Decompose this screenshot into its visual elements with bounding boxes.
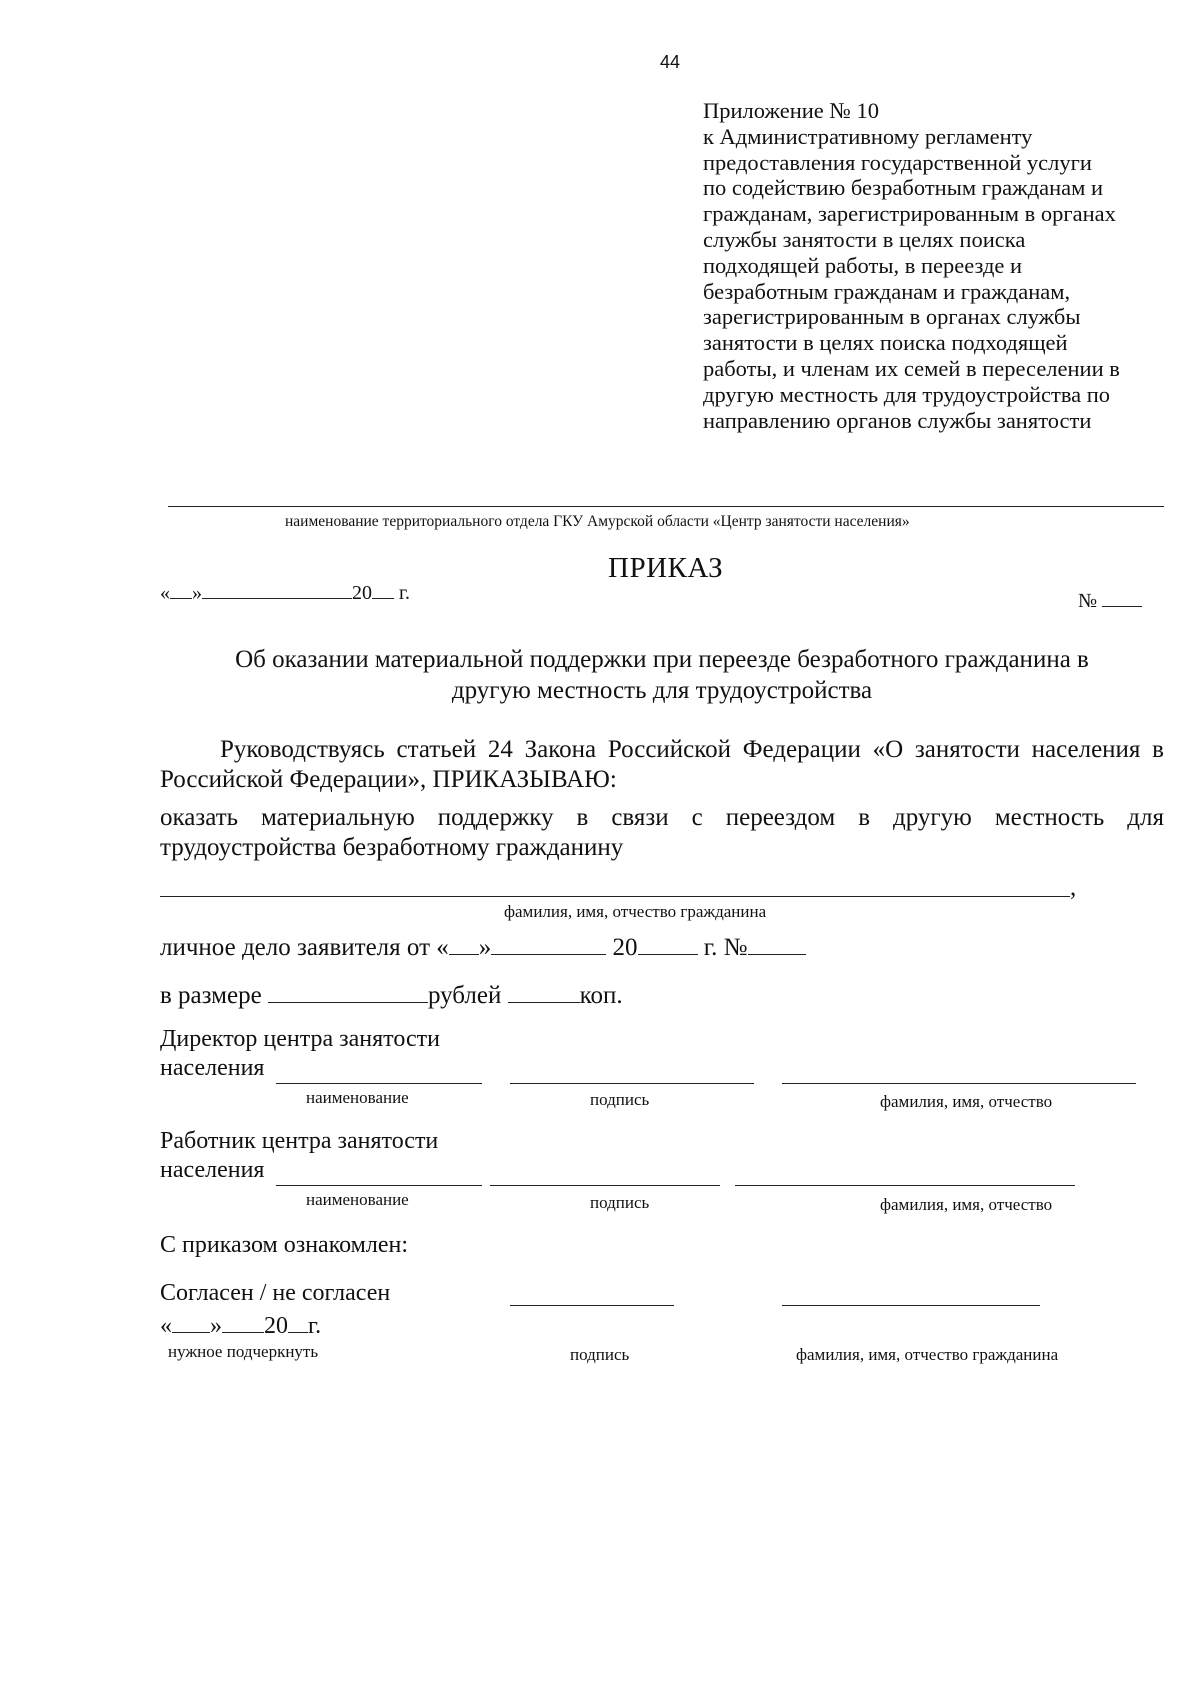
director-signature-field[interactable] [510, 1083, 754, 1084]
director-line1: Директор центра занятости [160, 1026, 440, 1052]
year-prefix: 20 [352, 582, 372, 604]
order-subject [160, 644, 1164, 706]
agree-label: Согласен / не согласен [160, 1280, 391, 1306]
worker-line2: населения [160, 1157, 265, 1183]
ack-quote-close: » [210, 1313, 222, 1339]
rubles-field[interactable] [268, 980, 428, 1003]
worker-name-caption: наименование [306, 1190, 409, 1209]
subject-line: Об оказании материальной поддержки при переезде безработного гражданина в [235, 646, 1089, 673]
appendix-line: Приложение № 10 [703, 98, 879, 123]
ack-year-field[interactable] [288, 1310, 308, 1333]
body-line: Российской Федерации», ПРИКАЗЫВАЮ: [160, 766, 617, 793]
citizen-name-caption: фамилия, имя, отчество гражданина [504, 902, 767, 921]
org-name-caption: наименование территориального отдела ГКУ Амурской области «Центр занятости населения» [285, 513, 910, 530]
acquaint-date [160, 1310, 321, 1340]
director-line2: населения [160, 1055, 265, 1081]
worker-fio-field[interactable] [735, 1185, 1075, 1186]
pf-year-field[interactable] [638, 932, 698, 955]
director-fio-field[interactable] [782, 1083, 1136, 1084]
appendix-line: подходящей работы, в переезде и [703, 252, 1023, 278]
day-field[interactable] [170, 582, 192, 599]
number-sign: № [1078, 590, 1098, 612]
appendix-line: предоставления государственной услуги [703, 149, 1092, 175]
amount-row [160, 980, 623, 1010]
ack-fio-caption: фамилия, имя, отчество гражданина [796, 1345, 1059, 1364]
order-date [160, 582, 410, 605]
body-line: Руководствуясь статьей 24 Закона Российской Федерации «О занятости населения в [220, 736, 1164, 763]
pf-year-prefix: 20 [612, 934, 638, 961]
ack-quote-open: « [160, 1313, 172, 1339]
appendix-line: гражданам, зарегистрированным в органах [703, 201, 1116, 227]
org-name-line [168, 506, 1164, 507]
appendix-line: зарегистрированным в органах службы [703, 304, 1081, 330]
underline-caption: нужное подчеркнуть [168, 1342, 319, 1361]
date-quote-open: « [160, 582, 170, 604]
acquainted-label: С приказом ознакомлен: [160, 1232, 409, 1258]
appendix-line: по содействию безработным гражданам и [703, 175, 1104, 201]
personal-file-row [160, 932, 806, 962]
worker-name-field[interactable] [276, 1185, 482, 1186]
kop-field[interactable] [508, 980, 580, 1003]
order-number-field[interactable] [1102, 588, 1142, 607]
body-line: трудоустройства безработному гражданину [160, 834, 624, 861]
pf-day-field[interactable] [449, 932, 479, 955]
worker-fio-caption: фамилия, имя, отчество [880, 1195, 1053, 1214]
page-number: 44 [659, 52, 681, 72]
pf-month-field[interactable] [491, 932, 606, 955]
director-fio-caption: фамилия, имя, отчество [880, 1092, 1053, 1111]
order-title: ПРИКАЗ [608, 552, 724, 584]
ack-day-field[interactable] [172, 1310, 210, 1333]
pf-quote-close: » [478, 934, 492, 961]
year-field[interactable] [372, 582, 394, 599]
appendix-line: работы, и членам их семей в переселении в [703, 355, 1120, 381]
amount-label: в размере [160, 982, 262, 1009]
order-number [1078, 588, 1142, 613]
appendix-line: безработным гражданам и гражданам, [703, 278, 1071, 304]
director-signature-caption: подпись [590, 1090, 650, 1109]
pf-number-field[interactable] [748, 932, 806, 955]
ack-year-suffix: г. [308, 1313, 322, 1339]
worker-line1: Работник центра занятости [160, 1128, 439, 1154]
personal-file-label: личное дело заявителя от « [160, 934, 449, 961]
appendix-line: службы занятости в целях поиска [703, 226, 1026, 252]
subject-line: другую местность для трудоустройства [451, 677, 873, 704]
pf-suffix: г. № [703, 934, 748, 961]
rubles-label: рублей [427, 982, 502, 1009]
director-name-caption: наименование [306, 1088, 409, 1107]
ack-year-prefix: 20 [264, 1313, 288, 1339]
ack-fio-field[interactable] [782, 1305, 1040, 1306]
kop-label: коп. [579, 982, 623, 1009]
citizen-line-comma: , [1070, 874, 1077, 901]
worker-signature-field[interactable] [490, 1185, 720, 1186]
ack-signature-caption: подпись [570, 1345, 630, 1364]
body-line: оказать материальную поддержку в связи с переездом в другую местность для [160, 804, 1164, 831]
appendix-line: занятости в целях поиска подходящей [703, 330, 1068, 356]
appendix-line: другую местность для трудоустройства по [703, 381, 1111, 407]
year-suffix: г. [399, 582, 410, 604]
director-name-field[interactable] [276, 1083, 482, 1084]
appendix-line: к Административному регламенту [703, 123, 1033, 149]
date-quote-close: » [192, 582, 202, 604]
worker-signature-caption: подпись [590, 1193, 650, 1212]
ack-month-field[interactable] [222, 1310, 264, 1333]
citizen-name-line[interactable] [160, 896, 1070, 897]
ack-signature-field[interactable] [510, 1305, 674, 1306]
appendix-line: направлению органов службы занятости [703, 407, 1092, 433]
appendix-block [703, 98, 1120, 433]
month-field[interactable] [202, 582, 352, 599]
